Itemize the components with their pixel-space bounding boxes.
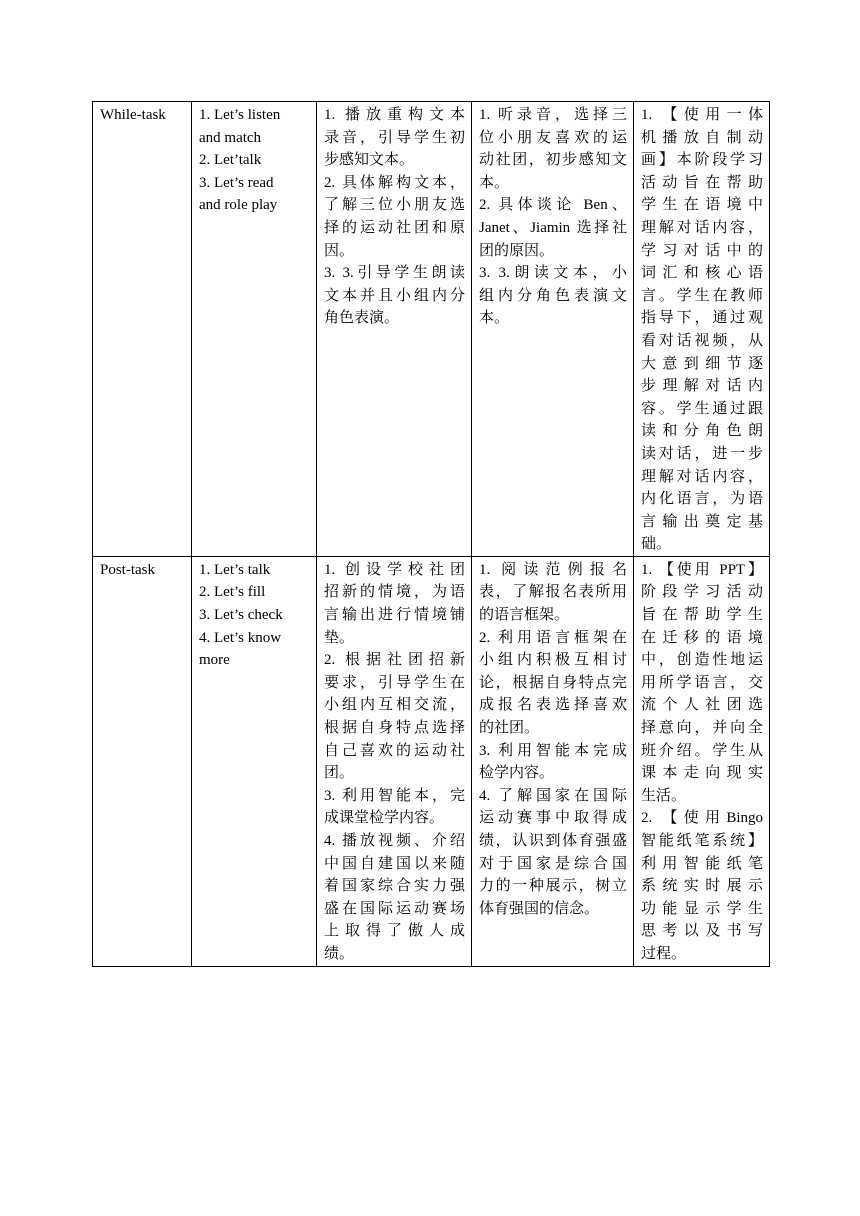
cell-line: 择的运动社团和原 <box>324 219 465 236</box>
cell-line: 文本并且小组内分 <box>324 287 465 304</box>
cell-line: and role play <box>199 197 278 214</box>
cell-line: 步感知文本。 <box>324 152 415 169</box>
cell-line: 指导下，通过观 <box>641 310 763 327</box>
cell-line: 读对话，进一步 <box>641 445 763 462</box>
cell-line: 旨在帮助学生 <box>641 607 763 624</box>
cell-line: 2. 利用语言框架在 <box>479 629 627 646</box>
cell-line: 2. 【使用Bingo <box>641 810 763 827</box>
cell-line: 步理解对话内 <box>641 378 763 395</box>
cell-line: 1. 阅读范例报名 <box>479 561 627 578</box>
cell-line: 要求，引导学生在 <box>324 674 465 691</box>
stage-cell <box>93 102 192 557</box>
cell-line: 小组内积极互相讨 <box>479 652 627 669</box>
cell-line: 2. Let’talk <box>199 152 262 169</box>
cell-line: 础。 <box>641 536 672 553</box>
cell-line: 理解对话内容， <box>641 219 763 236</box>
cell-line: 在迁移的语境 <box>641 629 763 646</box>
cell-line: 本。 <box>479 310 510 327</box>
cell-line: 智能纸笔系统】 <box>641 833 763 849</box>
cell-line: 学习对话中的 <box>641 242 763 259</box>
cell-line: 1. 创设学校社团 <box>324 561 465 578</box>
cell-line: 阶段学习活动 <box>641 584 763 601</box>
cell-line: 力的一种展示，树立 <box>479 878 627 895</box>
cell-line: and match <box>199 129 262 146</box>
cell-line: 言。学生在教师 <box>641 287 763 304</box>
student-activity-cell <box>472 102 634 557</box>
cell-line: 言输出奠定基 <box>641 513 763 530</box>
cell-line: 3. Let’s check <box>199 607 283 624</box>
cell-line: 读和分角色朗 <box>641 423 763 440</box>
cell-line: 上取得了傲人成 <box>324 923 465 940</box>
cell-line: 运动赛事中取得成 <box>479 810 627 827</box>
cell-line: 因。 <box>324 242 355 259</box>
cell-line: 绩，认识到体育强盛 <box>479 833 627 849</box>
cell-line: 检学内容。 <box>479 765 555 782</box>
cell-line: 成课堂检学内容。 <box>324 810 445 827</box>
cell-line: 3. 利用智能本完成 <box>479 742 627 759</box>
cell-line: 1. Let’s listen <box>199 107 281 123</box>
table-row <box>93 556 770 966</box>
student-activity-cell <box>472 556 634 966</box>
cell-line: 组内分角色表演文 <box>479 287 627 304</box>
cell-line: 对于国家是综合国 <box>479 855 627 872</box>
stage-cell <box>93 556 192 966</box>
cell-line: 招新的情境，为语 <box>324 584 465 601</box>
stage-label: Post-task <box>100 561 156 578</box>
cell-line: 看对话视频，从 <box>641 332 763 349</box>
cell-line: 大意到细节逐 <box>641 355 763 372</box>
cell-line: 成报名表选择喜欢 <box>479 697 627 714</box>
cell-line: 3. 3.朗读文本，小 <box>479 265 627 282</box>
cell-line: 1. 【使用 PPT】 <box>641 561 763 578</box>
cell-line: 机播放自制动 <box>641 129 763 146</box>
cell-line: 理解对话内容， <box>641 468 763 485</box>
cell-line: 垫。 <box>324 629 355 646</box>
cell-line: Janet、Jiamin 选择社 <box>479 219 627 236</box>
cell-line: 根据自身特点选择 <box>324 720 465 737</box>
cell-line: 录音，引导学生初 <box>324 129 465 146</box>
cell-line: 思考以及书写 <box>641 923 763 940</box>
table-row <box>93 102 770 557</box>
cell-line: 2. 具体解构文本， <box>324 174 465 191</box>
activities-cell <box>192 556 317 966</box>
cell-line: 1. 【使用一体 <box>641 107 763 123</box>
cell-line: 学生在语境中 <box>641 197 763 214</box>
cell-line: 生活。 <box>641 787 687 804</box>
cell-line: 3. 利用智能本，完 <box>324 787 465 804</box>
cell-line: 画】本阶段学习 <box>641 152 763 169</box>
cell-line: 容。学生通过跟 <box>641 400 763 417</box>
cell-line: 2. Let’s fill <box>199 584 266 601</box>
cell-line: 自己喜欢的运动社 <box>324 742 465 759</box>
cell-line: 的语言框架。 <box>479 607 570 624</box>
cell-line: 体育强国的信念。 <box>479 900 600 917</box>
cell-line: 词汇和核心语 <box>641 265 763 282</box>
cell-line: 小组内互相交流， <box>324 697 465 714</box>
cell-line: 位小朋友喜欢的运 <box>479 129 627 146</box>
cell-line: 4. 了解国家在国际 <box>479 787 627 804</box>
cell-line: 了解三位小朋友选 <box>324 197 465 214</box>
cell-line: 1. 听录音，选择三 <box>479 107 627 123</box>
cell-line: more <box>199 652 230 669</box>
cell-line: 中，创造性地运 <box>641 652 763 669</box>
cell-line: 2. 具体谈论 Ben、 <box>479 197 627 214</box>
cell-line: 3. 3.引导学生朗读 <box>324 265 465 282</box>
stage-label: While-task <box>100 107 166 123</box>
cell-line: 言输出进行情境铺 <box>324 607 465 624</box>
teacher-activity-cell <box>317 102 472 557</box>
activities-cell <box>192 102 317 557</box>
cell-line: 班介绍。学生从 <box>641 742 763 759</box>
cell-line: 中国自建国以来随 <box>324 855 465 872</box>
cell-line: 内化语言，为语 <box>641 491 763 508</box>
cell-line: 过程。 <box>641 945 687 962</box>
cell-line: 活动旨在帮助 <box>641 174 763 191</box>
cell-line: 论，根据自身特点完 <box>479 674 627 691</box>
cell-line: 2. 根据社团招新 <box>324 652 465 669</box>
cell-line: 1. Let’s talk <box>199 561 271 578</box>
technology-cell <box>634 556 770 966</box>
cell-line: 团的原因。 <box>479 242 555 259</box>
cell-line: 4. Let’s know <box>199 629 282 646</box>
cell-line: 绩。 <box>324 945 355 962</box>
cell-line: 用所学语言，交 <box>641 674 763 691</box>
technology-cell <box>634 102 770 557</box>
cell-line: 团。 <box>324 765 355 782</box>
cell-line: 1. 播放重构文本 <box>324 107 465 123</box>
cell-line: 角色表演。 <box>324 310 400 327</box>
cell-line: 择意向，并向全 <box>641 720 763 737</box>
cell-line: 课本走向现实 <box>641 765 763 782</box>
cell-line: 表，了解报名表所用 <box>479 584 627 601</box>
cell-line: 流个人社团选 <box>641 697 763 714</box>
cell-line: 3. Let’s read <box>199 174 274 191</box>
cell-line: 盛在国际运动赛场 <box>324 900 465 917</box>
cell-line: 动社团，初步感知文 <box>479 152 627 169</box>
lesson-plan-table <box>92 101 770 967</box>
cell-line: 的社团。 <box>479 720 540 737</box>
cell-line: 4. 播放视频、介绍 <box>324 833 465 849</box>
cell-line: 功能显示学生 <box>641 900 763 917</box>
teacher-activity-cell <box>317 556 472 966</box>
cell-line: 本。 <box>479 174 510 191</box>
cell-line: 着国家综合实力强 <box>324 878 465 895</box>
cell-line: 系统实时展示 <box>641 878 763 895</box>
cell-line: 利用智能纸笔 <box>641 855 763 872</box>
